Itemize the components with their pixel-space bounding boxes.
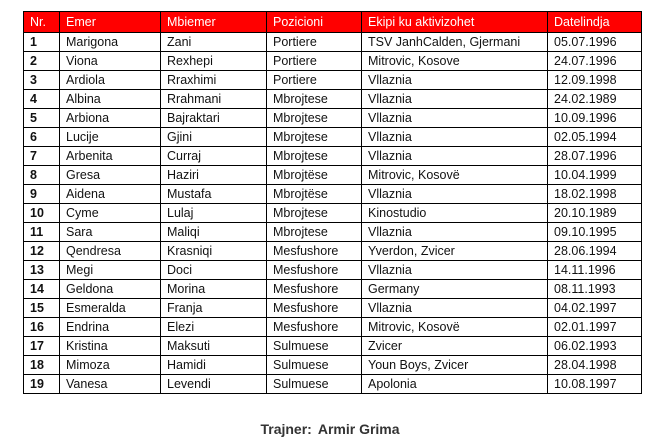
cell-emer: Arbiona [60, 109, 161, 128]
cell-ekipi: Zvicer [362, 337, 548, 356]
cell-emer: Endrina [60, 318, 161, 337]
cell-pozicioni: Mbrojtese [267, 147, 362, 166]
table-row [24, 109, 642, 128]
cell-mbiemer: Haziri [161, 166, 267, 185]
cell-mbiemer: Rexhepi [161, 52, 267, 71]
cell-datelindja: 04.02.1997 [548, 299, 642, 318]
cell-ekipi: Mitrovic, Kosove [362, 52, 548, 71]
cell-pozicioni: Mbrojtese [267, 204, 362, 223]
cell-mbiemer: Doci [161, 261, 267, 280]
cell-nr: 3 [24, 71, 60, 90]
cell-mbiemer: Elezi [161, 318, 267, 337]
header-pozicioni: Pozicioni [267, 12, 362, 33]
cell-emer: Geldona [60, 280, 161, 299]
cell-nr: 1 [24, 33, 60, 52]
table-row [24, 33, 642, 52]
table-row [24, 147, 642, 166]
cell-pozicioni: Portiere [267, 52, 362, 71]
cell-pozicioni: Sulmuese [267, 337, 362, 356]
cell-mbiemer: Maliqi [161, 223, 267, 242]
cell-emer: Esmeralda [60, 299, 161, 318]
table-row [24, 356, 642, 375]
cell-pozicioni: Mesfushore [267, 242, 362, 261]
cell-pozicioni: Mbrojtese [267, 90, 362, 109]
cell-nr: 4 [24, 90, 60, 109]
cell-pozicioni: Mesfushore [267, 280, 362, 299]
cell-datelindja: 05.07.1996 [548, 33, 642, 52]
cell-datelindja: 12.09.1998 [548, 71, 642, 90]
table-row [24, 71, 642, 90]
cell-pozicioni: Portiere [267, 71, 362, 90]
cell-mbiemer: Bajraktari [161, 109, 267, 128]
header-row [24, 12, 642, 33]
table-row [24, 166, 642, 185]
table-body [24, 33, 642, 394]
table-row [24, 280, 642, 299]
cell-ekipi: Vllaznia [362, 261, 548, 280]
header-emer: Emer [60, 12, 161, 33]
cell-pozicioni: Mesfushore [267, 261, 362, 280]
cell-datelindja: 02.05.1994 [548, 128, 642, 147]
cell-ekipi: Vllaznia [362, 90, 548, 109]
cell-nr: 2 [24, 52, 60, 71]
table-row [24, 375, 642, 394]
cell-pozicioni: Mesfushore [267, 299, 362, 318]
cell-ekipi: Kinostudio [362, 204, 548, 223]
cell-datelindja: 10.09.1996 [548, 109, 642, 128]
cell-ekipi: Vllaznia [362, 109, 548, 128]
cell-pozicioni: Sulmuese [267, 375, 362, 394]
cell-emer: Ardiola [60, 71, 161, 90]
cell-datelindja: 06.02.1993 [548, 337, 642, 356]
cell-datelindja: 10.04.1999 [548, 166, 642, 185]
cell-mbiemer: Levendi [161, 375, 267, 394]
cell-datelindja: 18.02.1998 [548, 185, 642, 204]
table-header [24, 12, 642, 33]
cell-datelindja: 28.06.1994 [548, 242, 642, 261]
cell-ekipi: Yverdon, Zvicer [362, 242, 548, 261]
cell-pozicioni: Mbrojtese [267, 128, 362, 147]
cell-ekipi: Germany [362, 280, 548, 299]
cell-mbiemer: Lulaj [161, 204, 267, 223]
table-row [24, 52, 642, 71]
cell-nr: 10 [24, 204, 60, 223]
cell-emer: Sara [60, 223, 161, 242]
cell-ekipi: Vllaznia [362, 128, 548, 147]
cell-mbiemer: Maksuti [161, 337, 267, 356]
cell-nr: 15 [24, 299, 60, 318]
cell-ekipi: Apolonia [362, 375, 548, 394]
cell-emer: Gresa [60, 166, 161, 185]
cell-emer: Qendresa [60, 242, 161, 261]
cell-pozicioni: Mbrojtese [267, 223, 362, 242]
cell-datelindja: 20.10.1989 [548, 204, 642, 223]
cell-nr: 17 [24, 337, 60, 356]
header-ekipi: Ekipi ku aktivizohet [362, 12, 548, 33]
cell-nr: 11 [24, 223, 60, 242]
header-nr: Nr. [24, 12, 60, 33]
cell-pozicioni: Portiere [267, 33, 362, 52]
cell-nr: 6 [24, 128, 60, 147]
cell-datelindja: 02.01.1997 [548, 318, 642, 337]
cell-datelindja: 08.11.1993 [548, 280, 642, 299]
cell-emer: Aidena [60, 185, 161, 204]
cell-nr: 12 [24, 242, 60, 261]
cell-nr: 18 [24, 356, 60, 375]
header-mbiemer: Mbiemer [161, 12, 267, 33]
cell-ekipi: Mitrovic, Kosovë [362, 318, 548, 337]
cell-pozicioni: Mbrojtëse [267, 185, 362, 204]
coach-name: Armir Grima [317, 421, 400, 437]
cell-ekipi: Vllaznia [362, 71, 548, 90]
cell-ekipi: TSV JanhCalden, Gjermani [362, 33, 548, 52]
table-row [24, 242, 642, 261]
cell-datelindja: 09.10.1995 [548, 223, 642, 242]
coach-label: Trajner: [260, 421, 312, 437]
cell-pozicioni: Mbrojtëse [267, 166, 362, 185]
cell-datelindja: 14.11.1996 [548, 261, 642, 280]
cell-nr: 7 [24, 147, 60, 166]
cell-mbiemer: Rraxhimi [161, 71, 267, 90]
cell-pozicioni: Mbrojtese [267, 109, 362, 128]
cell-datelindja: 28.04.1998 [548, 356, 642, 375]
table-row [24, 90, 642, 109]
cell-datelindja: 24.02.1989 [548, 90, 642, 109]
players-table [23, 11, 642, 394]
header-datelindja: Datelindja [548, 12, 642, 33]
cell-mbiemer: Rrahmani [161, 90, 267, 109]
cell-emer: Albina [60, 90, 161, 109]
cell-ekipi: Mitrovic, Kosovë [362, 166, 548, 185]
cell-mbiemer: Zani [161, 33, 267, 52]
cell-emer: Cyme [60, 204, 161, 223]
cell-emer: Viona [60, 52, 161, 71]
table-row [24, 261, 642, 280]
cell-mbiemer: Gjini [161, 128, 267, 147]
cell-emer: Vanesa [60, 375, 161, 394]
table-row [24, 128, 642, 147]
cell-ekipi: Vllaznia [362, 185, 548, 204]
cell-pozicioni: Sulmuese [267, 356, 362, 375]
cell-mbiemer: Mustafa [161, 185, 267, 204]
cell-pozicioni: Mesfushore [267, 318, 362, 337]
cell-mbiemer: Krasniqi [161, 242, 267, 261]
cell-emer: Lucije [60, 128, 161, 147]
cell-ekipi: Vllaznia [362, 299, 548, 318]
table-row [24, 337, 642, 356]
cell-emer: Megi [60, 261, 161, 280]
table-row [24, 185, 642, 204]
cell-nr: 5 [24, 109, 60, 128]
cell-emer: Mimoza [60, 356, 161, 375]
cell-nr: 14 [24, 280, 60, 299]
table-row [24, 299, 642, 318]
table-row [24, 204, 642, 223]
cell-emer: Kristina [60, 337, 161, 356]
cell-ekipi: Vllaznia [362, 223, 548, 242]
cell-mbiemer: Curraj [161, 147, 267, 166]
cell-nr: 9 [24, 185, 60, 204]
cell-ekipi: Youn Boys, Zvicer [362, 356, 548, 375]
cell-mbiemer: Franja [161, 299, 267, 318]
coach-caption [0, 421, 660, 437]
table-row [24, 223, 642, 242]
cell-nr: 16 [24, 318, 60, 337]
cell-datelindja: 24.07.1996 [548, 52, 642, 71]
cell-datelindja: 28.07.1996 [548, 147, 642, 166]
cell-emer: Marigona [60, 33, 161, 52]
cell-mbiemer: Hamidi [161, 356, 267, 375]
cell-datelindja: 10.08.1997 [548, 375, 642, 394]
cell-nr: 19 [24, 375, 60, 394]
cell-nr: 8 [24, 166, 60, 185]
cell-ekipi: Vllaznia [362, 147, 548, 166]
table-row [24, 318, 642, 337]
cell-mbiemer: Morina [161, 280, 267, 299]
cell-nr: 13 [24, 261, 60, 280]
cell-emer: Arbenita [60, 147, 161, 166]
